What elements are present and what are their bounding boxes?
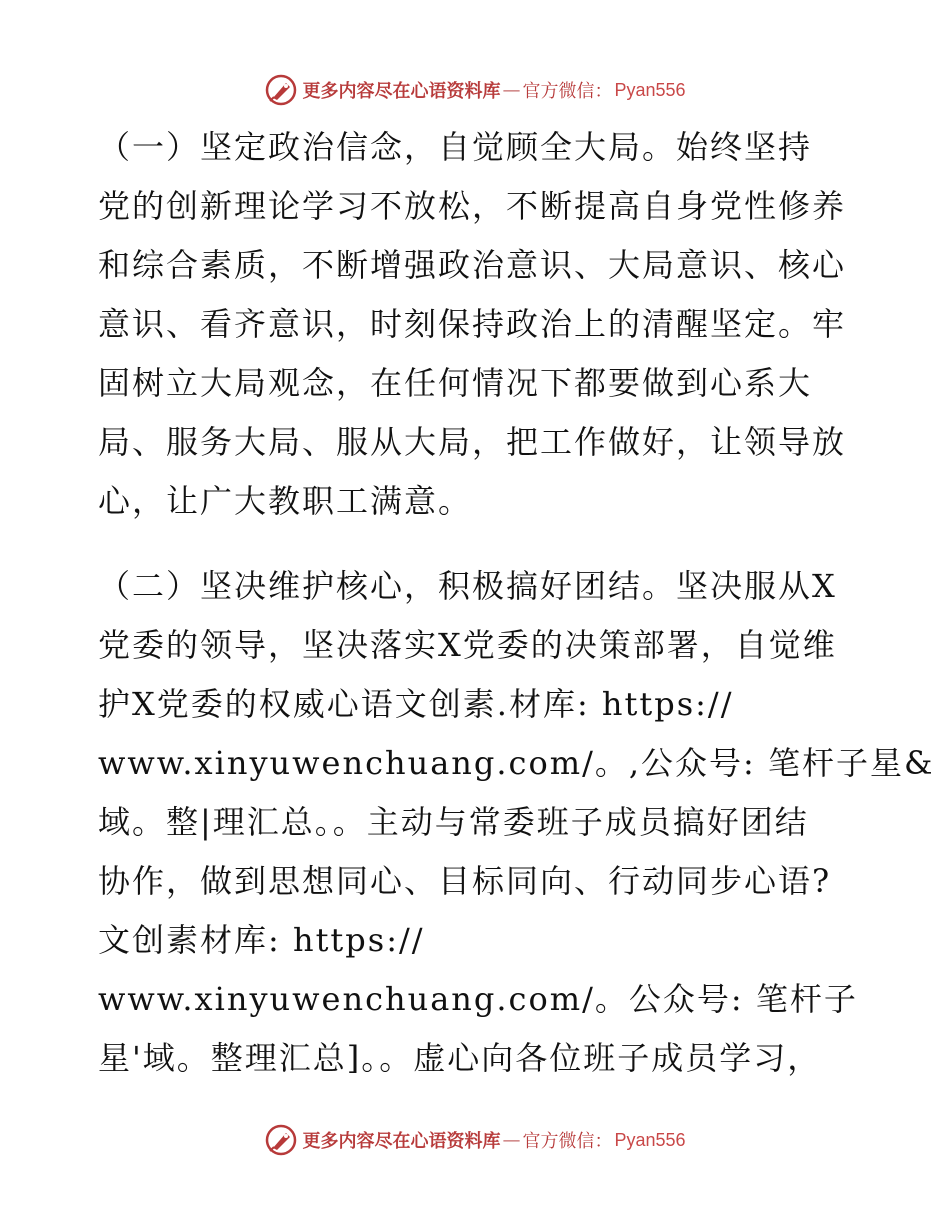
watermark-colon: ： <box>594 81 613 102</box>
text-line: 和综合素质，不断增强政治意识、大局意识、核心 <box>98 246 847 284</box>
watermark-separator: — <box>502 79 521 101</box>
text-line: 意识、看齐意识，时刻保持政治上的清醒坚定。牢 <box>98 305 847 343</box>
text-line: 党委的领导，坚决落实X党委的决策部署，自觉维 <box>98 626 837 664</box>
text-line: 域。整|理汇总。。主动与常委班子成员搞好团结 <box>98 803 809 841</box>
text-line: 党的创新理论学习不放松，不断提高自身党性修养 <box>98 187 847 225</box>
footer-watermark <box>0 1122 950 1158</box>
watermark-official-label: 官方微信 <box>522 1131 595 1152</box>
text-line: 固树立大局观念，在任何情况下都要做到心系大 <box>98 364 813 402</box>
header-watermark <box>0 72 950 108</box>
watermark-separator: — <box>502 1129 521 1151</box>
watermark-official-label: 官方微信 <box>522 81 595 102</box>
watermark-wechat-id: Pyan556 <box>614 1129 686 1150</box>
watermark-site-name: 更多内容尽在心语资料库 <box>302 81 501 102</box>
text-line: 文创素材库: https:// <box>98 921 425 959</box>
pen-nib-logo-icon <box>264 1123 298 1157</box>
document-body <box>98 118 935 1114</box>
watermark-site-name: 更多内容尽在心语资料库 <box>302 1131 501 1152</box>
text-line: （二）坚决维护核心，积极搞好团结。坚决服从X <box>98 567 837 605</box>
paragraph-1 <box>98 118 858 531</box>
watermark-colon: ： <box>594 1131 613 1152</box>
text-line: 心，让广大教职工满意。 <box>98 482 473 520</box>
text-line: 协作，做到思想同心、目标同向、行动同步心语? <box>98 862 832 900</box>
watermark-wechat-id: Pyan556 <box>614 79 686 100</box>
pen-nib-logo-icon <box>264 73 298 107</box>
text-line: 局、服务大局、服从大局，把工作做好，让领导放 <box>98 423 847 461</box>
text-line: 护X党委的权威心语文创素.材库: https:// <box>98 685 734 723</box>
text-line: www.xinyuwenchuang.com/。公众号: 笔杆子 <box>98 980 858 1018</box>
text-line: （一）坚定政治信念，自觉顾全大局。始终坚持 <box>98 128 813 166</box>
paragraph-2 <box>98 557 935 1088</box>
text-line: www.xinyuwenchuang.com/。,公众号: 笔杆子星& <box>98 744 935 782</box>
text-line: 星'域。整理汇总]。。虚心向各位班子成员学习， <box>98 1039 822 1077</box>
